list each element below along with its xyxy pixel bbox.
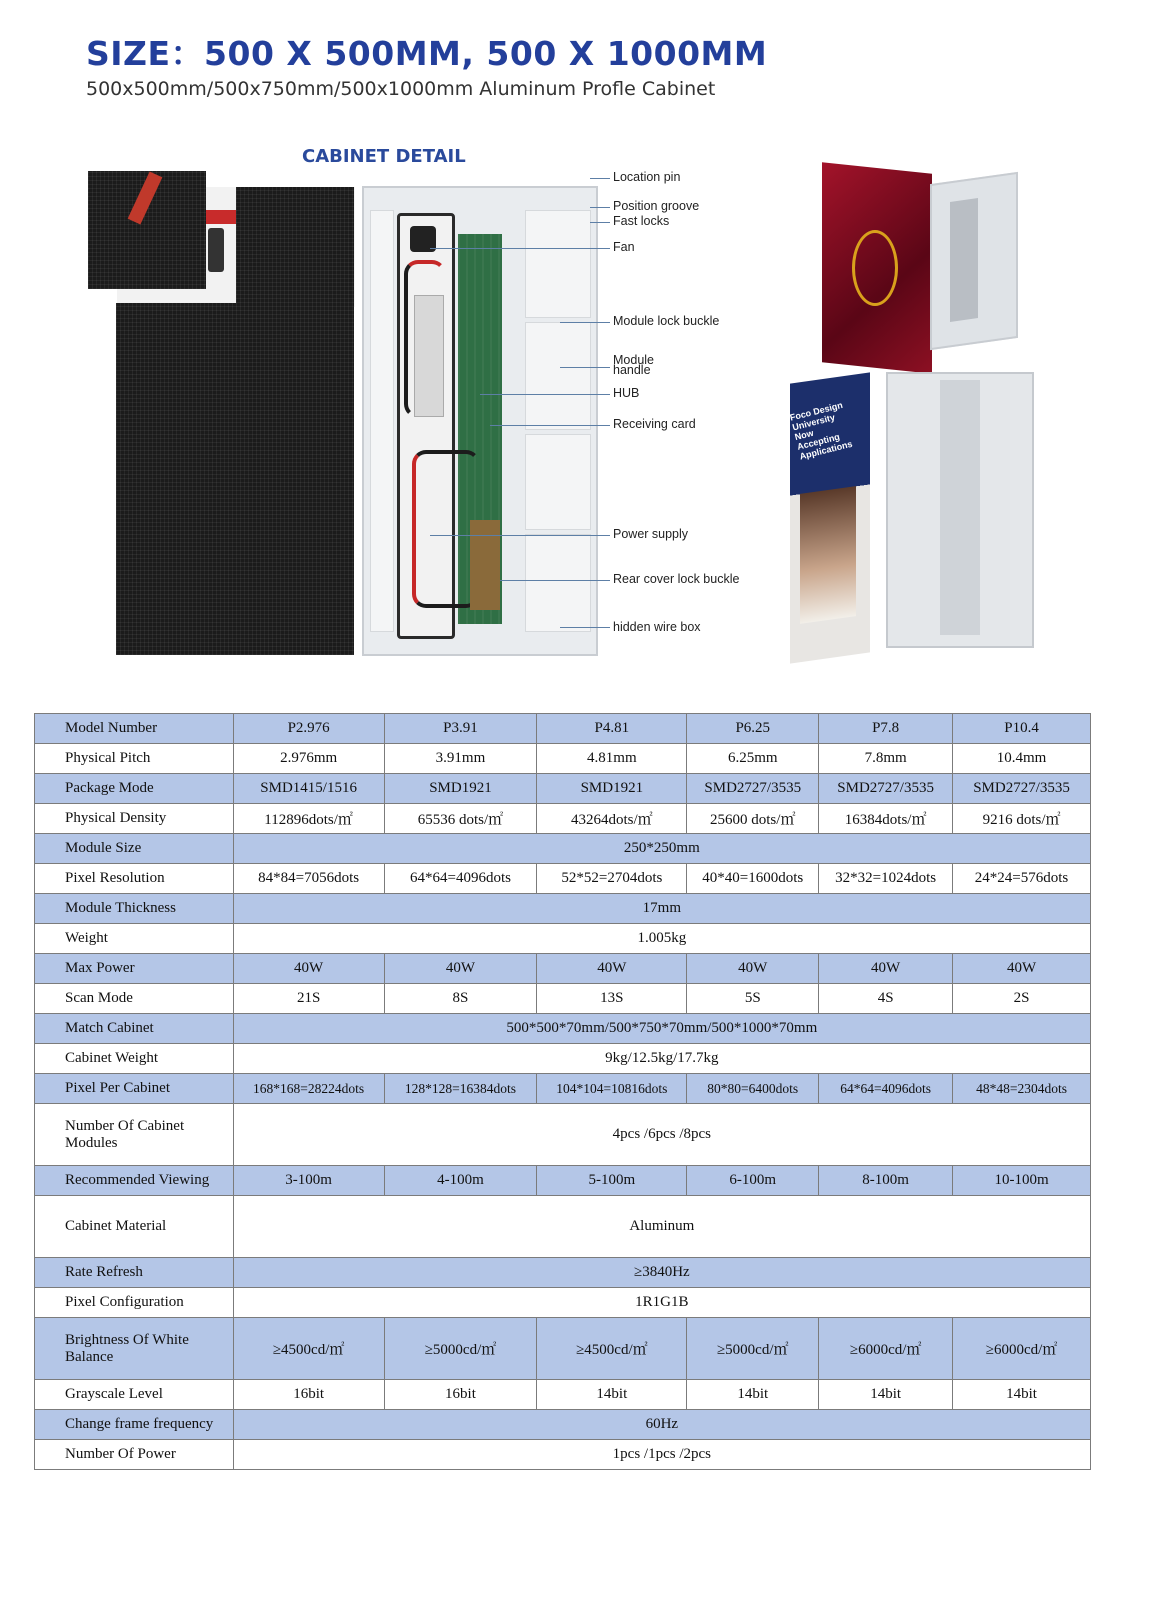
row-label: Match Cabinet — [35, 1014, 234, 1044]
module-bay — [525, 322, 591, 430]
row-label: Physical Pitch — [35, 744, 234, 774]
cell: 40W — [537, 954, 687, 984]
row-label: Number Of Cabinet Modules — [35, 1104, 234, 1166]
section-title: CABINET DETAIL — [302, 146, 466, 167]
row-label: Weight — [35, 924, 234, 954]
row-label: Scan Mode — [35, 984, 234, 1014]
cell: 168*168=28224dots — [233, 1074, 384, 1104]
row-label: Grayscale Level — [35, 1380, 234, 1410]
cell: 48*48=2304dots — [953, 1074, 1091, 1104]
cell: 80*80=6400dots — [687, 1074, 819, 1104]
cell: 3.91mm — [384, 744, 537, 774]
table-row — [35, 1104, 1091, 1166]
row-value: 1R1G1B — [233, 1288, 1090, 1318]
cell: 8-100m — [819, 1166, 953, 1196]
cell: 13S — [537, 984, 687, 1014]
cell: P4.81 — [537, 714, 687, 744]
row-label: Module Thickness — [35, 894, 234, 924]
row-value: 4pcs /6pcs /8pcs — [233, 1104, 1090, 1166]
spec-table — [34, 713, 1091, 1470]
advert-person — [800, 486, 856, 624]
callout-module-handle: Module handle — [613, 353, 654, 377]
cell: 14bit — [819, 1380, 953, 1410]
callout-receiving-card: Receiving card — [613, 417, 696, 431]
cell: 128*128=16384dots — [384, 1074, 537, 1104]
row-label: Physical Density — [35, 804, 234, 834]
cell: 84*84=7056dots — [233, 864, 384, 894]
cell: 3-100m — [233, 1166, 384, 1196]
table-row — [35, 804, 1091, 834]
cell: ≥4500cd/㎡ — [537, 1318, 687, 1380]
callout-rear-cover-lock-buckle: Rear cover lock buckle — [613, 572, 740, 586]
cell: ≥5000cd/㎡ — [384, 1318, 537, 1380]
cable — [404, 260, 446, 418]
callout-module-lock-buckle: Module lock buckle — [613, 314, 720, 328]
row-value: 250*250mm — [233, 834, 1090, 864]
table-row — [35, 1044, 1091, 1074]
cell: SMD1921 — [384, 774, 537, 804]
cell: 24*24=576dots — [953, 864, 1091, 894]
row-value: 9kg/12.5kg/17.7kg — [233, 1044, 1090, 1074]
module-bay — [525, 434, 591, 530]
row-value: 500*500*70mm/500*750*70mm/500*1000*70mm — [233, 1014, 1090, 1044]
cell: 43264dots/㎡ — [537, 804, 687, 834]
cell: P10.4 — [953, 714, 1091, 744]
cell: 9216 dots/㎡ — [953, 804, 1091, 834]
table-row — [35, 1440, 1091, 1470]
red-handle — [206, 210, 238, 224]
cell: 40W — [384, 954, 537, 984]
rail — [940, 380, 980, 635]
row-label: Cabinet Weight — [35, 1044, 234, 1074]
row-value: 1.005kg — [233, 924, 1090, 954]
cell: SMD2727/3535 — [953, 774, 1091, 804]
row-label: Rate Refresh — [35, 1258, 234, 1288]
table-row — [35, 954, 1091, 984]
table-row — [35, 774, 1091, 804]
row-label: Change frame frequency — [35, 1410, 234, 1440]
cell: 4.81mm — [537, 744, 687, 774]
page-title: SIZE：500 X 500MM, 500 X 1000MM — [86, 34, 768, 73]
connector — [208, 228, 224, 272]
callout-power-supply: Power supply — [613, 527, 689, 541]
row-label: Module Size — [35, 834, 234, 864]
row-label: Max Power — [35, 954, 234, 984]
table-row — [35, 864, 1091, 894]
cell: 40W — [819, 954, 953, 984]
advert-text: Foco Design University Now Accepting Applications — [788, 399, 854, 462]
cell: 40W — [687, 954, 819, 984]
table-row — [35, 1380, 1091, 1410]
led-panel-large — [116, 303, 354, 655]
gold-necklace — [852, 230, 898, 306]
cell: 104*104=10816dots — [537, 1074, 687, 1104]
table-row — [35, 924, 1091, 954]
row-value: 17mm — [233, 894, 1090, 924]
table-row — [35, 894, 1091, 924]
row-value: ≥3840Hz — [233, 1258, 1090, 1288]
cell: 10-100m — [953, 1166, 1091, 1196]
table-row — [35, 1318, 1091, 1380]
cell: P6.25 — [687, 714, 819, 744]
row-value: 60Hz — [233, 1410, 1090, 1440]
row-label: Brightness Of White Balance — [35, 1318, 234, 1380]
table-row — [35, 1074, 1091, 1104]
cell: 112896dots/㎡ — [233, 804, 384, 834]
cell: 10.4mm — [953, 744, 1091, 774]
table-row — [35, 1288, 1091, 1318]
cell: P7.8 — [819, 714, 953, 744]
row-value: Aluminum — [233, 1196, 1090, 1258]
cell: 64*64=4096dots — [819, 1074, 953, 1104]
cell: ≥6000cd/㎡ — [819, 1318, 953, 1380]
row-label: Cabinet Material — [35, 1196, 234, 1258]
cell: 8S — [384, 984, 537, 1014]
row-value: 1pcs /1pcs /2pcs — [233, 1440, 1090, 1470]
cell: 6.25mm — [687, 744, 819, 774]
table-row — [35, 1166, 1091, 1196]
cell: 65536 dots/㎡ — [384, 804, 537, 834]
row-label: Pixel Per Cabinet — [35, 1074, 234, 1104]
cell: 21S — [233, 984, 384, 1014]
cell: 16bit — [384, 1380, 537, 1410]
cell: 16384dots/㎡ — [819, 804, 953, 834]
page-subtitle: 500x500mm/500x750mm/500x1000mm Aluminum Profle Cabinet — [86, 78, 716, 100]
table-row — [35, 744, 1091, 774]
row-label: Recommended Viewing — [35, 1166, 234, 1196]
table-row — [35, 1014, 1091, 1044]
row-label: Number Of Power — [35, 1440, 234, 1470]
cell: SMD2727/3535 — [687, 774, 819, 804]
cell: 7.8mm — [819, 744, 953, 774]
cell: 40W — [953, 954, 1091, 984]
cell: ≥5000cd/㎡ — [687, 1318, 819, 1380]
cell: 40*40=1600dots — [687, 864, 819, 894]
cell: 32*32=1024dots — [819, 864, 953, 894]
cell: 52*52=2704dots — [537, 864, 687, 894]
cell: 25600 dots/㎡ — [687, 804, 819, 834]
cell: P3.91 — [384, 714, 537, 744]
cell: 5-100m — [537, 1166, 687, 1196]
cell: 40W — [233, 954, 384, 984]
cell: 14bit — [537, 1380, 687, 1410]
table-row — [35, 714, 1091, 744]
row-label: Pixel Resolution — [35, 864, 234, 894]
cell: 64*64=4096dots — [384, 864, 537, 894]
module-bay — [525, 534, 591, 632]
cell: 5S — [687, 984, 819, 1014]
callout-position-groove: Position groove — [613, 199, 700, 213]
table-row — [35, 834, 1091, 864]
table-row — [35, 1410, 1091, 1440]
cell: 14bit — [953, 1380, 1091, 1410]
callout-hub: HUB — [613, 386, 640, 400]
cell: P2.976 — [233, 714, 384, 744]
cell: ≥6000cd/㎡ — [953, 1318, 1091, 1380]
cell: SMD1921 — [537, 774, 687, 804]
cell: 4-100m — [384, 1166, 537, 1196]
cable-bundle — [470, 520, 500, 610]
side-rail — [370, 210, 394, 632]
cell: 4S — [819, 984, 953, 1014]
table-row — [35, 1258, 1091, 1288]
callout-fast-locks: Fast locks — [613, 214, 670, 228]
cell: ≥4500cd/㎡ — [233, 1318, 384, 1380]
callout-location-pin: Location pin — [613, 170, 681, 184]
row-label: Model Number — [35, 714, 234, 744]
callout-hidden-wire-box: hidden wire box — [613, 620, 701, 634]
led-panel-top-right — [236, 187, 354, 307]
cell: 2S — [953, 984, 1091, 1014]
rail — [950, 198, 978, 322]
cell: 16bit — [233, 1380, 384, 1410]
table-row — [35, 984, 1091, 1014]
cell: 6-100m — [687, 1166, 819, 1196]
cell: 14bit — [687, 1380, 819, 1410]
table-row — [35, 1196, 1091, 1258]
row-label: Package Mode — [35, 774, 234, 804]
module-bay — [525, 210, 591, 318]
callout-fan: Fan — [613, 240, 635, 254]
cell: SMD2727/3535 — [819, 774, 953, 804]
cell: SMD1415/1516 — [233, 774, 384, 804]
row-label: Pixel Configuration — [35, 1288, 234, 1318]
cell: 2.976mm — [233, 744, 384, 774]
